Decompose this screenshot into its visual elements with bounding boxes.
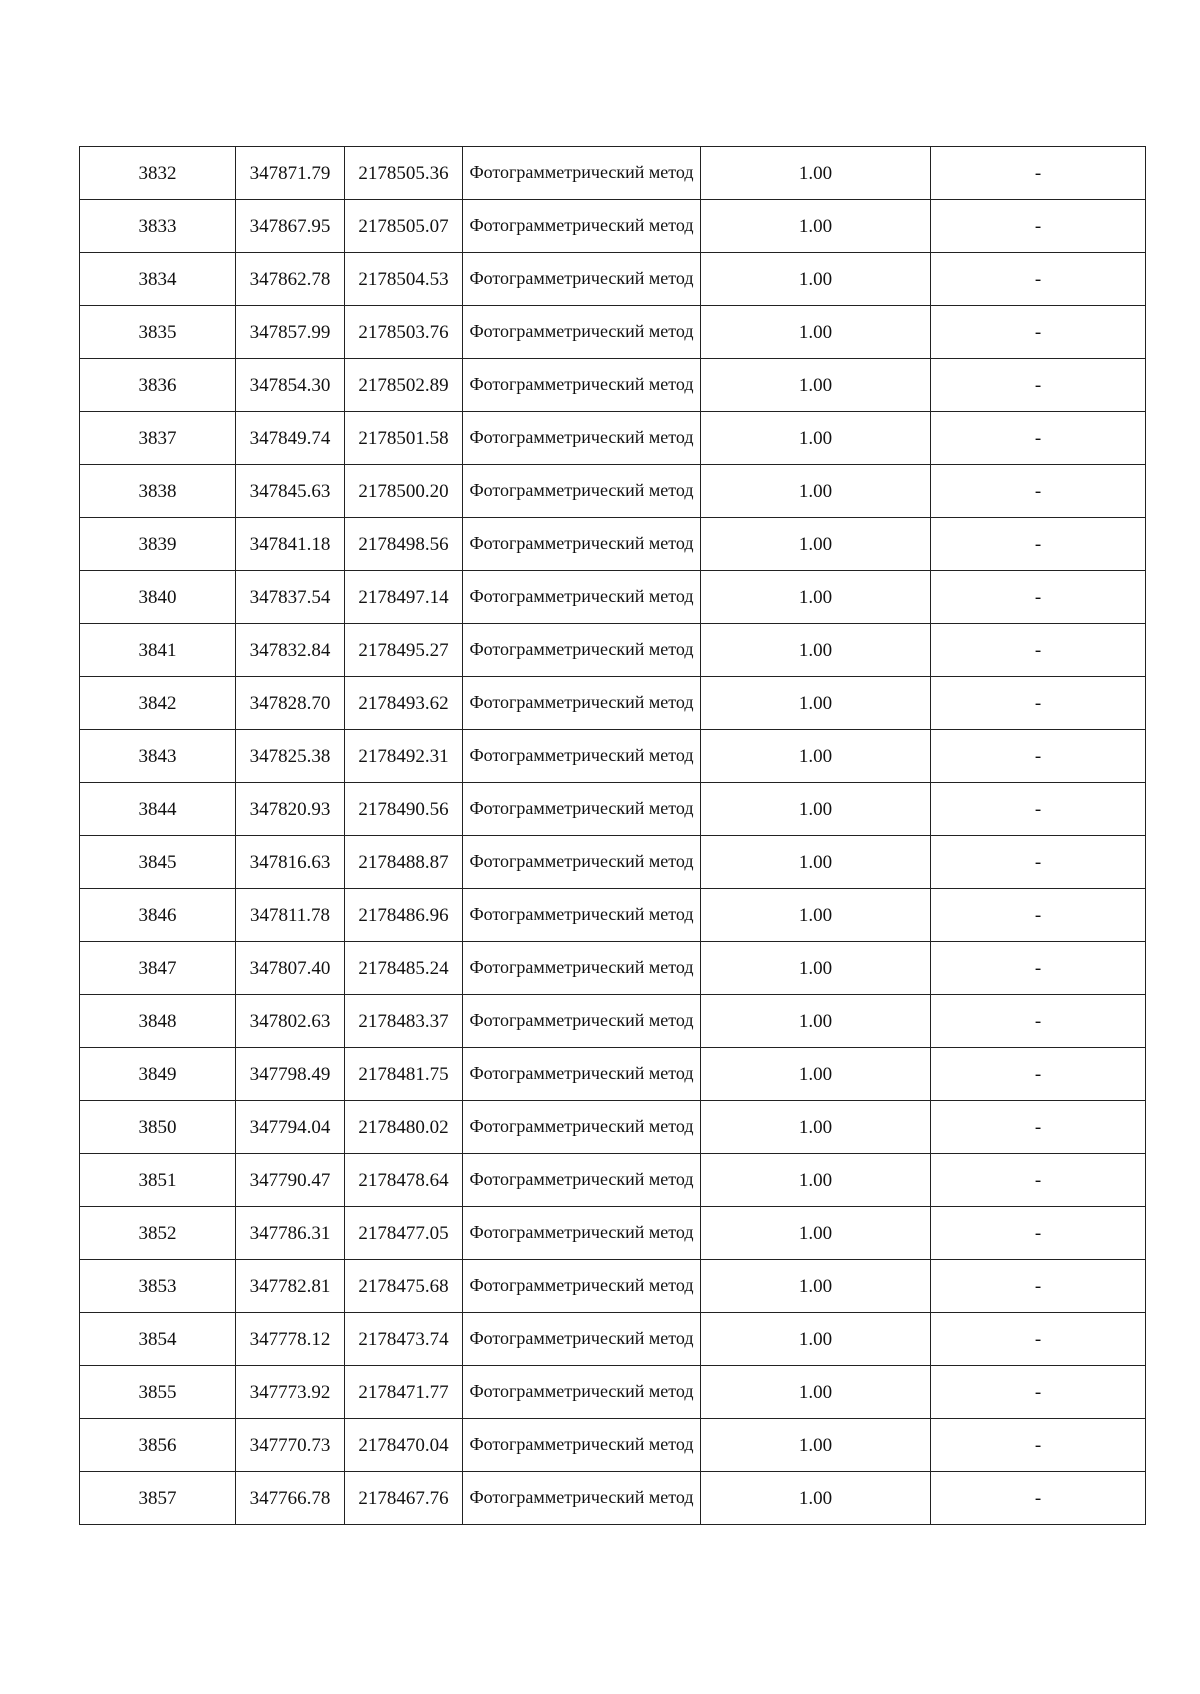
accuracy-cell: 1.00 [701, 1048, 931, 1101]
accuracy-cell: 1.00 [701, 942, 931, 995]
table-row [80, 942, 1146, 995]
accuracy-cell: 1.00 [701, 1101, 931, 1154]
y-coordinate-cell: 2178483.37 [345, 995, 463, 1048]
point-number-cell: 3839 [80, 518, 236, 571]
table-row [80, 306, 1146, 359]
x-coordinate-cell: 347845.63 [236, 465, 345, 518]
point-number-cell: 3855 [80, 1366, 236, 1419]
y-coordinate-cell: 2178485.24 [345, 942, 463, 995]
note-cell: - [931, 1207, 1146, 1260]
accuracy-cell: 1.00 [701, 1313, 931, 1366]
method-cell: Фотограмметрический метод [463, 571, 701, 624]
point-number-cell: 3857 [80, 1472, 236, 1525]
method-cell: Фотограмметрический метод [463, 1419, 701, 1472]
table-row [80, 253, 1146, 306]
note-cell: - [931, 942, 1146, 995]
x-coordinate-cell: 347798.49 [236, 1048, 345, 1101]
note-cell: - [931, 1101, 1146, 1154]
method-cell: Фотограмметрический метод [463, 783, 701, 836]
accuracy-cell: 1.00 [701, 624, 931, 677]
point-number-cell: 3840 [80, 571, 236, 624]
y-coordinate-cell: 2178498.56 [345, 518, 463, 571]
table-row [80, 1048, 1146, 1101]
point-number-cell: 3847 [80, 942, 236, 995]
x-coordinate-cell: 347820.93 [236, 783, 345, 836]
point-number-cell: 3832 [80, 147, 236, 200]
method-cell: Фотограмметрический метод [463, 147, 701, 200]
method-cell: Фотограмметрический метод [463, 889, 701, 942]
table-row [80, 889, 1146, 942]
point-number-cell: 3856 [80, 1419, 236, 1472]
x-coordinate-cell: 347802.63 [236, 995, 345, 1048]
x-coordinate-cell: 347862.78 [236, 253, 345, 306]
accuracy-cell: 1.00 [701, 1419, 931, 1472]
point-number-cell: 3837 [80, 412, 236, 465]
x-coordinate-cell: 347766.78 [236, 1472, 345, 1525]
y-coordinate-cell: 2178477.05 [345, 1207, 463, 1260]
method-cell: Фотограмметрический метод [463, 253, 701, 306]
note-cell: - [931, 359, 1146, 412]
accuracy-cell: 1.00 [701, 1260, 931, 1313]
note-cell: - [931, 677, 1146, 730]
method-cell: Фотограмметрический метод [463, 465, 701, 518]
method-cell: Фотограмметрический метод [463, 1260, 701, 1313]
x-coordinate-cell: 347790.47 [236, 1154, 345, 1207]
accuracy-cell: 1.00 [701, 1366, 931, 1419]
method-cell: Фотограмметрический метод [463, 836, 701, 889]
method-cell: Фотограмметрический метод [463, 1207, 701, 1260]
table-row [80, 836, 1146, 889]
method-cell: Фотограмметрический метод [463, 1154, 701, 1207]
x-coordinate-cell: 347786.31 [236, 1207, 345, 1260]
note-cell: - [931, 253, 1146, 306]
accuracy-cell: 1.00 [701, 995, 931, 1048]
method-cell: Фотограмметрический метод [463, 1366, 701, 1419]
table-row [80, 1366, 1146, 1419]
point-number-cell: 3841 [80, 624, 236, 677]
point-number-cell: 3845 [80, 836, 236, 889]
method-cell: Фотограмметрический метод [463, 1472, 701, 1525]
x-coordinate-cell: 347782.81 [236, 1260, 345, 1313]
table-row [80, 571, 1146, 624]
x-coordinate-cell: 347871.79 [236, 147, 345, 200]
x-coordinate-cell: 347794.04 [236, 1101, 345, 1154]
point-number-cell: 3854 [80, 1313, 236, 1366]
note-cell: - [931, 1366, 1146, 1419]
point-number-cell: 3850 [80, 1101, 236, 1154]
y-coordinate-cell: 2178504.53 [345, 253, 463, 306]
note-cell: - [931, 836, 1146, 889]
method-cell: Фотограмметрический метод [463, 306, 701, 359]
x-coordinate-cell: 347770.73 [236, 1419, 345, 1472]
x-coordinate-cell: 347807.40 [236, 942, 345, 995]
y-coordinate-cell: 2178467.76 [345, 1472, 463, 1525]
y-coordinate-cell: 2178481.75 [345, 1048, 463, 1101]
table-row [80, 677, 1146, 730]
y-coordinate-cell: 2178492.31 [345, 730, 463, 783]
accuracy-cell: 1.00 [701, 359, 931, 412]
x-coordinate-cell: 347825.38 [236, 730, 345, 783]
note-cell: - [931, 1313, 1146, 1366]
method-cell: Фотограмметрический метод [463, 200, 701, 253]
table-row [80, 518, 1146, 571]
y-coordinate-cell: 2178505.07 [345, 200, 463, 253]
note-cell: - [931, 200, 1146, 253]
x-coordinate-cell: 347849.74 [236, 412, 345, 465]
table-row [80, 1472, 1146, 1525]
table-row [80, 359, 1146, 412]
point-number-cell: 3848 [80, 995, 236, 1048]
method-cell: Фотограмметрический метод [463, 518, 701, 571]
y-coordinate-cell: 2178500.20 [345, 465, 463, 518]
method-cell: Фотограмметрический метод [463, 730, 701, 783]
accuracy-cell: 1.00 [701, 306, 931, 359]
note-cell: - [931, 624, 1146, 677]
y-coordinate-cell: 2178475.68 [345, 1260, 463, 1313]
y-coordinate-cell: 2178497.14 [345, 571, 463, 624]
method-cell: Фотограмметрический метод [463, 412, 701, 465]
point-number-cell: 3834 [80, 253, 236, 306]
method-cell: Фотограмметрический метод [463, 1101, 701, 1154]
y-coordinate-cell: 2178488.87 [345, 836, 463, 889]
y-coordinate-cell: 2178501.58 [345, 412, 463, 465]
table-row [80, 730, 1146, 783]
x-coordinate-cell: 347778.12 [236, 1313, 345, 1366]
point-number-cell: 3836 [80, 359, 236, 412]
method-cell: Фотограмметрический метод [463, 1313, 701, 1366]
accuracy-cell: 1.00 [701, 465, 931, 518]
accuracy-cell: 1.00 [701, 518, 931, 571]
note-cell: - [931, 1048, 1146, 1101]
note-cell: - [931, 465, 1146, 518]
table-row [80, 200, 1146, 253]
accuracy-cell: 1.00 [701, 889, 931, 942]
y-coordinate-cell: 2178470.04 [345, 1419, 463, 1472]
y-coordinate-cell: 2178502.89 [345, 359, 463, 412]
y-coordinate-cell: 2178480.02 [345, 1101, 463, 1154]
accuracy-cell: 1.00 [701, 677, 931, 730]
y-coordinate-cell: 2178478.64 [345, 1154, 463, 1207]
method-cell: Фотограмметрический метод [463, 677, 701, 730]
accuracy-cell: 1.00 [701, 571, 931, 624]
note-cell: - [931, 995, 1146, 1048]
point-number-cell: 3852 [80, 1207, 236, 1260]
y-coordinate-cell: 2178486.96 [345, 889, 463, 942]
note-cell: - [931, 1154, 1146, 1207]
accuracy-cell: 1.00 [701, 253, 931, 306]
table-row [80, 783, 1146, 836]
method-cell: Фотограмметрический метод [463, 995, 701, 1048]
y-coordinate-cell: 2178490.56 [345, 783, 463, 836]
note-cell: - [931, 1472, 1146, 1525]
coordinates-table-body [80, 147, 1146, 1525]
accuracy-cell: 1.00 [701, 730, 931, 783]
table-row [80, 624, 1146, 677]
x-coordinate-cell: 347816.63 [236, 836, 345, 889]
accuracy-cell: 1.00 [701, 1207, 931, 1260]
coordinates-table [79, 146, 1146, 1525]
y-coordinate-cell: 2178493.62 [345, 677, 463, 730]
accuracy-cell: 1.00 [701, 836, 931, 889]
point-number-cell: 3842 [80, 677, 236, 730]
point-number-cell: 3846 [80, 889, 236, 942]
point-number-cell: 3835 [80, 306, 236, 359]
accuracy-cell: 1.00 [701, 412, 931, 465]
x-coordinate-cell: 347828.70 [236, 677, 345, 730]
point-number-cell: 3833 [80, 200, 236, 253]
table-row [80, 1154, 1146, 1207]
x-coordinate-cell: 347837.54 [236, 571, 345, 624]
note-cell: - [931, 1419, 1146, 1472]
note-cell: - [931, 412, 1146, 465]
table-row [80, 1419, 1146, 1472]
accuracy-cell: 1.00 [701, 200, 931, 253]
table-row [80, 465, 1146, 518]
accuracy-cell: 1.00 [701, 147, 931, 200]
x-coordinate-cell: 347773.92 [236, 1366, 345, 1419]
point-number-cell: 3849 [80, 1048, 236, 1101]
method-cell: Фотограмметрический метод [463, 1048, 701, 1101]
y-coordinate-cell: 2178495.27 [345, 624, 463, 677]
point-number-cell: 3844 [80, 783, 236, 836]
x-coordinate-cell: 347832.84 [236, 624, 345, 677]
accuracy-cell: 1.00 [701, 783, 931, 836]
note-cell: - [931, 147, 1146, 200]
method-cell: Фотограмметрический метод [463, 624, 701, 677]
x-coordinate-cell: 347854.30 [236, 359, 345, 412]
method-cell: Фотограмметрический метод [463, 942, 701, 995]
x-coordinate-cell: 347867.95 [236, 200, 345, 253]
y-coordinate-cell: 2178471.77 [345, 1366, 463, 1419]
note-cell: - [931, 783, 1146, 836]
table-row [80, 147, 1146, 200]
table-row [80, 995, 1146, 1048]
table-row [80, 1207, 1146, 1260]
x-coordinate-cell: 347841.18 [236, 518, 345, 571]
table-row [80, 1313, 1146, 1366]
note-cell: - [931, 1260, 1146, 1313]
table-row [80, 1101, 1146, 1154]
y-coordinate-cell: 2178503.76 [345, 306, 463, 359]
method-cell: Фотограмметрический метод [463, 359, 701, 412]
point-number-cell: 3843 [80, 730, 236, 783]
point-number-cell: 3851 [80, 1154, 236, 1207]
y-coordinate-cell: 2178505.36 [345, 147, 463, 200]
accuracy-cell: 1.00 [701, 1472, 931, 1525]
note-cell: - [931, 730, 1146, 783]
point-number-cell: 3838 [80, 465, 236, 518]
x-coordinate-cell: 347857.99 [236, 306, 345, 359]
table-row [80, 1260, 1146, 1313]
point-number-cell: 3853 [80, 1260, 236, 1313]
note-cell: - [931, 571, 1146, 624]
x-coordinate-cell: 347811.78 [236, 889, 345, 942]
table-row [80, 412, 1146, 465]
note-cell: - [931, 889, 1146, 942]
y-coordinate-cell: 2178473.74 [345, 1313, 463, 1366]
note-cell: - [931, 306, 1146, 359]
accuracy-cell: 1.00 [701, 1154, 931, 1207]
note-cell: - [931, 518, 1146, 571]
